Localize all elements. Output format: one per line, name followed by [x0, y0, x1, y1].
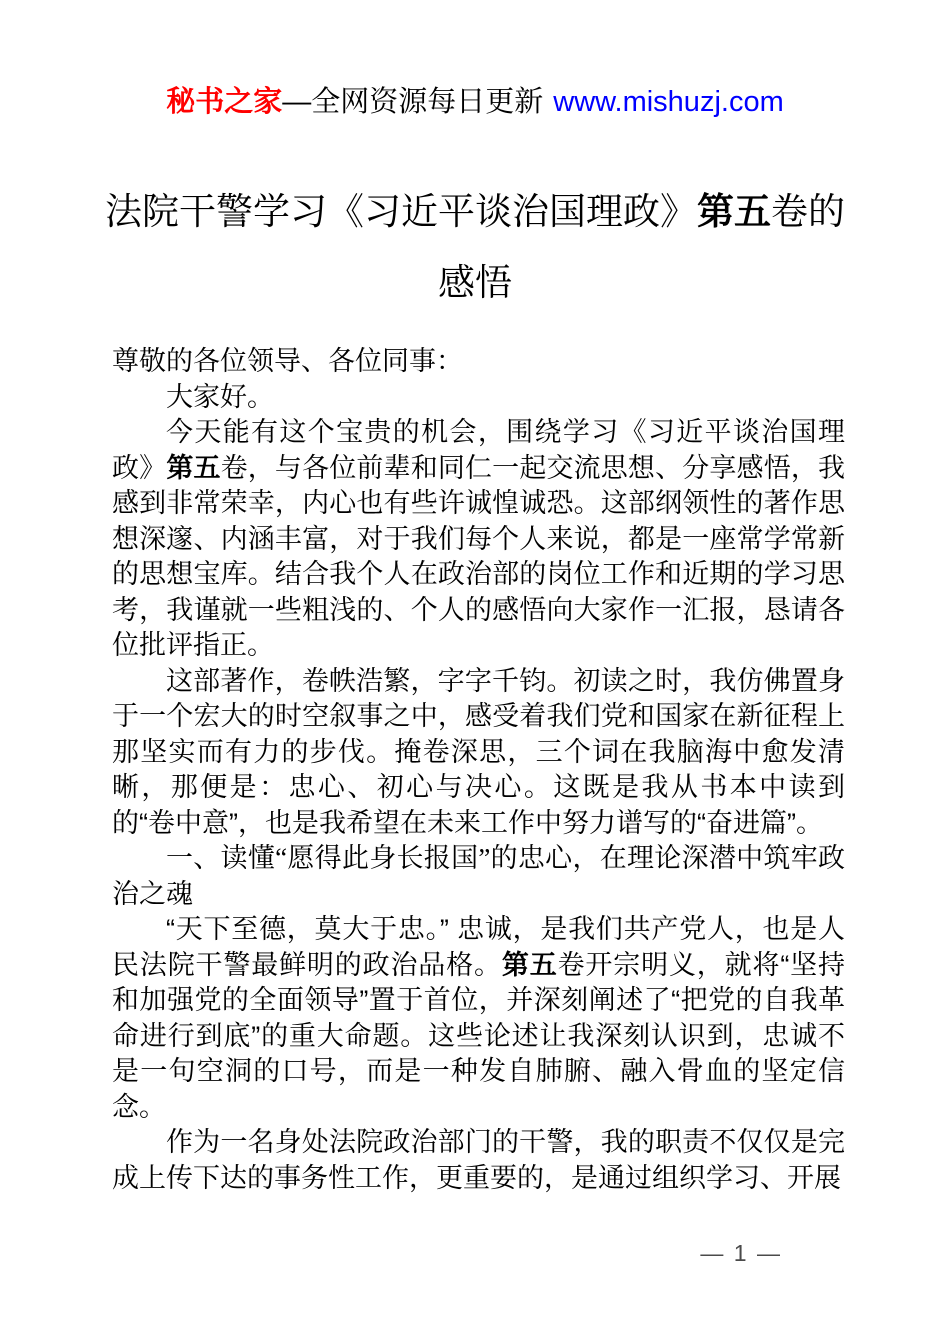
document-title — [90, 176, 860, 318]
text-run: 卷的感悟 — [438, 191, 845, 303]
text-run: 卷开宗明义，就将“坚持和加强党的全面领导”置于首位，并深刻阐述了“把党的自我革命进行到底”的重大命题。这些论述让我深刻认识到，忠诚不是一句空洞的口号，而是一种发自肺腑、融入骨血的坚定信念。 — [112, 949, 846, 1122]
section-heading — [112, 841, 845, 912]
site-tagline: —全网资源每日更新 — [282, 86, 544, 118]
paragraph — [112, 415, 845, 664]
text-run: 这部著作，卷帙浩繁，字字千钧。初读之时，我仿佛置身于一个宏大的时空叙事之中，感受着我们党和国家在新征程上那坚实而有力的步伐。掩卷深思，三个词在我脑海中愈发清晰，那便是：忠心、初心与决心。这既是我从书本中读到的“卷中意”，也是我希望在未来工作中努力谱写的“奋进篇”。 — [112, 665, 845, 838]
paragraph — [112, 1125, 845, 1196]
bold-text-run: 第五 — [697, 191, 771, 232]
site-name: 秘书之家 — [166, 86, 283, 118]
text-run: 作为一名身处法院政治部门的干警，我的职责不仅仅是完成上传下达的事务性工作，更重要的，是通过组织学习、开展 — [112, 1127, 845, 1193]
text-run: “天下至德，莫大于忠。” 忠诚，是我们共产党人，也是人民法院干警最鲜明的政治品格。 — [112, 914, 845, 980]
bold-text-run: 第五 — [501, 949, 558, 980]
text-run: 大家好。 — [166, 381, 274, 412]
bold-text-run: 第五 — [166, 452, 221, 483]
text-run: 一、读懂“愿得此身长报国”的忠心，在理论深潜中筑牢政治之魂 — [112, 843, 845, 909]
text-run: 法院干警学习《习近平谈治国理政》 — [105, 191, 697, 232]
paragraph — [112, 380, 845, 416]
page-number — [700, 1240, 782, 1267]
paragraph — [112, 664, 845, 842]
page-number-text: — 1 — — [700, 1240, 782, 1266]
text-run: 卷，与各位前辈和同仁一起交流思想、分享感悟，我感到非常荣幸，内心也有些许诚惶诚恐。这部纲领性的著作思想深邃、内涵丰富，对于我们每个人来说，都是一座常学常新的思想宝库。结合我个人在政治部的岗位工作和近期的学习思考，我谨就一些粗浅的、个人的感悟向大家作一汇报，恳请各位批评指正。 — [112, 452, 846, 660]
text-run: 今天能有这个宝贵的机会，围绕学习《习近平谈治国理政》 — [112, 417, 845, 483]
site-header — [0, 84, 950, 120]
paragraph — [112, 912, 845, 1125]
paragraph — [112, 344, 845, 380]
site-url-link[interactable]: www.mishuzj.com — [553, 86, 784, 118]
text-run: 尊敬的各位领导、各位同事： — [112, 346, 463, 376]
document-body — [112, 344, 845, 1196]
